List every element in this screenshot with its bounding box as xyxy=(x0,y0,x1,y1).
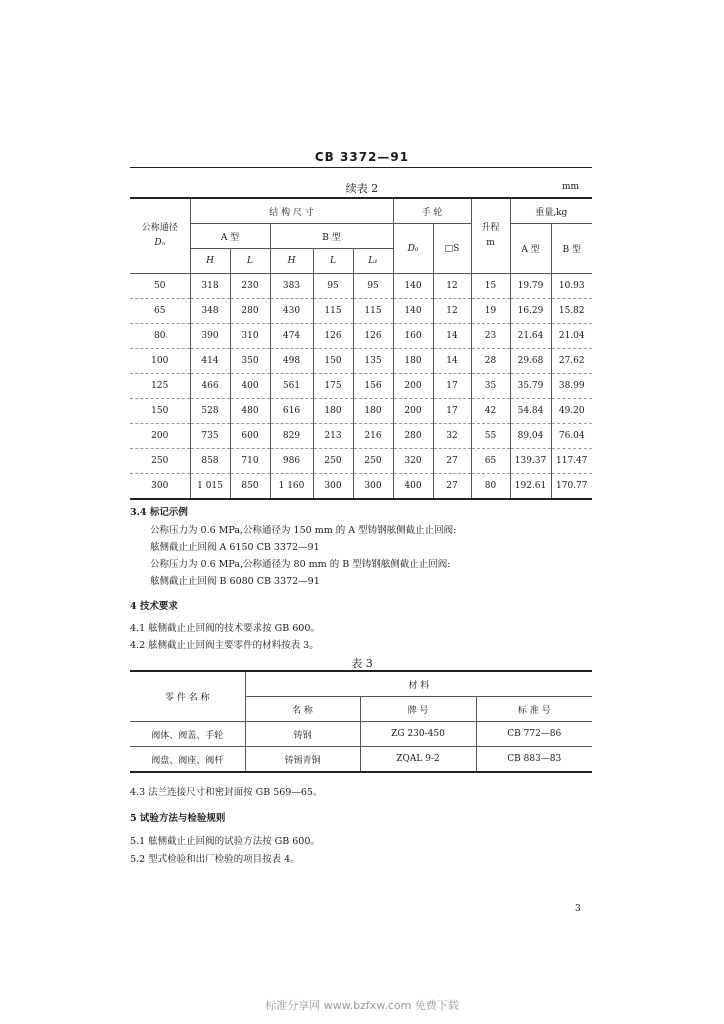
table-row xyxy=(130,449,592,474)
table-cell: 192.61 xyxy=(510,474,551,500)
marking-example-line: 公称压力为 0.6 MPa,公称通径为 150 mm 的 A 型铸钢舷侧截止止回阀: xyxy=(150,525,457,536)
table2-unit: mm xyxy=(562,182,580,192)
stroke-header: 升程 m xyxy=(471,198,510,274)
table-cell: 27 xyxy=(433,474,471,500)
table-cell: 150 xyxy=(313,349,353,374)
section-5-2: 5.2 型式检验和出厂检验的项目按表 4。 xyxy=(130,854,300,865)
table-cell: 280 xyxy=(393,424,433,449)
table-cell: 300 xyxy=(313,474,353,500)
weight-a-header: A 型 xyxy=(510,224,551,274)
type-a-header: A 型 xyxy=(190,224,270,249)
table-cell: 12 xyxy=(433,274,471,299)
section-3-4-heading: 3.4 标记示例 xyxy=(130,507,188,518)
table-cell: 1 160 xyxy=(270,474,313,500)
h-b-header: H xyxy=(270,249,313,274)
table-cell: 300 xyxy=(130,474,190,500)
table-cell: 300 xyxy=(353,474,393,500)
table-cell: 180 xyxy=(393,349,433,374)
table-cell: 139.37 xyxy=(510,449,551,474)
l1-b-header: L₁ xyxy=(353,249,393,274)
table-cell: 230 xyxy=(230,274,270,299)
table-cell: 14 xyxy=(433,349,471,374)
table-cell: 54.84 xyxy=(510,399,551,424)
section-5-1: 5.1 舷侧截止止回阀的试验方法按 GB 600。 xyxy=(130,836,320,847)
table-cell: 21.64 xyxy=(510,324,551,349)
table-cell: 1 015 xyxy=(190,474,230,500)
table-cell: 38.99 xyxy=(551,374,592,399)
table-cell: 858 xyxy=(190,449,230,474)
table-cell: 414 xyxy=(190,349,230,374)
table-cell: 100 xyxy=(130,349,190,374)
table-cell: 480 xyxy=(230,399,270,424)
table-cell: 986 xyxy=(270,449,313,474)
nominal-header: 公称通径 Dₙ xyxy=(130,198,190,274)
table-cell: 42 xyxy=(471,399,510,424)
material-standard-header: 标 准 号 xyxy=(476,697,592,722)
structure-header: 结 构 尺 寸 xyxy=(190,198,393,224)
marking-example-line: 舷侧截止止回阀 B 6080 CB 3372—91 xyxy=(150,576,320,587)
table-cell: 175 xyxy=(313,374,353,399)
table-cell: 23 xyxy=(471,324,510,349)
l-a-header: L xyxy=(230,249,270,274)
table-cell: 89.04 xyxy=(510,424,551,449)
table-cell: 400 xyxy=(393,474,433,500)
table-cell: 50 xyxy=(130,274,190,299)
table-row xyxy=(130,474,592,500)
section-4-heading: 4 技术要求 xyxy=(130,601,178,612)
table-cell: 126 xyxy=(313,324,353,349)
table-cell: 160 xyxy=(393,324,433,349)
table-row xyxy=(130,274,592,299)
table-cell: 829 xyxy=(270,424,313,449)
table-cell: 170.77 xyxy=(551,474,592,500)
table-cell: 466 xyxy=(190,374,230,399)
table-cell: 29.68 xyxy=(510,349,551,374)
table-cell: 15 xyxy=(471,274,510,299)
table-cell: 125 xyxy=(130,374,190,399)
table-cell: 80 xyxy=(130,324,190,349)
table-row xyxy=(130,299,592,324)
table-cell: 140 xyxy=(393,274,433,299)
table-cell: 310 xyxy=(230,324,270,349)
d0-header: D₀ xyxy=(393,224,433,274)
table-cell: 16.29 xyxy=(510,299,551,324)
standard-code: CB 3372—91 xyxy=(314,150,410,164)
table-cell: 710 xyxy=(230,449,270,474)
table-cell: ZG 230-450 xyxy=(360,722,476,747)
table-cell: 95 xyxy=(313,274,353,299)
table-cell: 65 xyxy=(130,299,190,324)
table-cell: 250 xyxy=(353,449,393,474)
table-cell: 250 xyxy=(130,449,190,474)
watermark: 标准分享网 www.bzfxw.com 免费下载 xyxy=(265,999,459,1012)
table-cell: 17 xyxy=(433,374,471,399)
table-cell: 216 xyxy=(353,424,393,449)
table-cell: 32 xyxy=(433,424,471,449)
table-cell: 21.04 xyxy=(551,324,592,349)
square-header: □S xyxy=(433,224,471,274)
table-cell: 115 xyxy=(313,299,353,324)
section-4-3: 4.3 法兰连接尺寸和密封面按 GB 569—65。 xyxy=(130,787,323,798)
table-cell: 80 xyxy=(471,474,510,500)
table-cell: 49.20 xyxy=(551,399,592,424)
handwheel-header: 手 轮 xyxy=(393,198,471,224)
material-grade-header: 牌 号 xyxy=(360,697,476,722)
table-cell: 180 xyxy=(353,399,393,424)
table-cell: 213 xyxy=(313,424,353,449)
table3-caption: 表 3 xyxy=(351,657,373,670)
table-cell: 65 xyxy=(471,449,510,474)
table-cell: 17 xyxy=(433,399,471,424)
table-row xyxy=(130,747,592,773)
table-cell: 616 xyxy=(270,399,313,424)
table-cell: 12 xyxy=(433,299,471,324)
table-cell: 430 xyxy=(270,299,313,324)
table-cell: 180 xyxy=(313,399,353,424)
table-cell: CB 772—86 xyxy=(476,722,592,747)
table-cell: 498 xyxy=(270,349,313,374)
table-cell: 117.47 xyxy=(551,449,592,474)
table-cell: 135 xyxy=(353,349,393,374)
weight-b-header: B 型 xyxy=(551,224,592,274)
weight-header: 重量,kg xyxy=(510,198,592,224)
table-row xyxy=(130,349,592,374)
table-cell: 350 xyxy=(230,349,270,374)
table-cell: 561 xyxy=(270,374,313,399)
table-cell: 阀盘、阀座、阀杆 xyxy=(130,747,245,773)
table2 xyxy=(130,197,592,500)
table-cell: 474 xyxy=(270,324,313,349)
table-row xyxy=(130,399,592,424)
table-cell: 27.62 xyxy=(551,349,592,374)
marking-example-line: 公称压力为 0.6 MPa,公称通径为 80 mm 的 B 型铸钢舷侧截止止回阀: xyxy=(150,559,451,570)
table-cell: 383 xyxy=(270,274,313,299)
table-cell: 390 xyxy=(190,324,230,349)
table-cell: 150 xyxy=(130,399,190,424)
table-cell: 10.93 xyxy=(551,274,592,299)
table-cell: ZQAL 9-2 xyxy=(360,747,476,773)
table-cell: 348 xyxy=(190,299,230,324)
table-cell: 76.04 xyxy=(551,424,592,449)
section-4-2: 4.2 舷侧截止止回阀主要零件的材料按表 3。 xyxy=(130,640,319,651)
table-cell: 95 xyxy=(353,274,393,299)
table-cell: 200 xyxy=(393,399,433,424)
marking-example-line: 舷侧截止止回阀 A 6150 CB 3372—91 xyxy=(150,542,320,553)
table-cell: 28 xyxy=(471,349,510,374)
table-cell: 126 xyxy=(353,324,393,349)
h-a-header: H xyxy=(190,249,230,274)
table-cell: 318 xyxy=(190,274,230,299)
table-cell: 27 xyxy=(433,449,471,474)
table-cell: 735 xyxy=(190,424,230,449)
page-number: 3 xyxy=(575,904,581,914)
section-5-heading: 5 试验方法与检验规则 xyxy=(130,813,226,824)
l-b-header: L xyxy=(313,249,353,274)
table-cell: 铸钢 xyxy=(245,722,360,747)
table-row xyxy=(130,424,592,449)
table-cell: 280 xyxy=(230,299,270,324)
table-cell: 156 xyxy=(353,374,393,399)
table-cell: 19 xyxy=(471,299,510,324)
table2-caption: 续表 2 xyxy=(345,182,379,195)
table-cell: 200 xyxy=(393,374,433,399)
table-row xyxy=(130,324,592,349)
table-row xyxy=(130,374,592,399)
table-cell: 850 xyxy=(230,474,270,500)
material-name-header: 名 称 xyxy=(245,697,360,722)
table-cell: 14 xyxy=(433,324,471,349)
part-name-header: 零 件 名 称 xyxy=(130,671,245,722)
table-cell: 35 xyxy=(471,374,510,399)
section-4-1: 4.1 舷侧截止止回阀的技术要求按 GB 600。 xyxy=(130,623,320,634)
table-cell: 铸锡青铜 xyxy=(245,747,360,773)
table-cell: 阀体、阀盖、手轮 xyxy=(130,722,245,747)
table3 xyxy=(130,670,592,773)
table-cell: 55 xyxy=(471,424,510,449)
table-cell: 320 xyxy=(393,449,433,474)
table-cell: 15.82 xyxy=(551,299,592,324)
table-cell: 35.79 xyxy=(510,374,551,399)
header-rule xyxy=(130,167,592,168)
table-row xyxy=(130,722,592,747)
table-cell: 400 xyxy=(230,374,270,399)
table-cell: 19.79 xyxy=(510,274,551,299)
table-cell: 600 xyxy=(230,424,270,449)
type-b-header: B 型 xyxy=(270,224,393,249)
table-cell: 140 xyxy=(393,299,433,324)
table-cell: 528 xyxy=(190,399,230,424)
table-cell: CB 883—83 xyxy=(476,747,592,773)
table-cell: 250 xyxy=(313,449,353,474)
table-cell: 200 xyxy=(130,424,190,449)
material-header: 材 料 xyxy=(245,671,592,697)
table-cell: 115 xyxy=(353,299,393,324)
